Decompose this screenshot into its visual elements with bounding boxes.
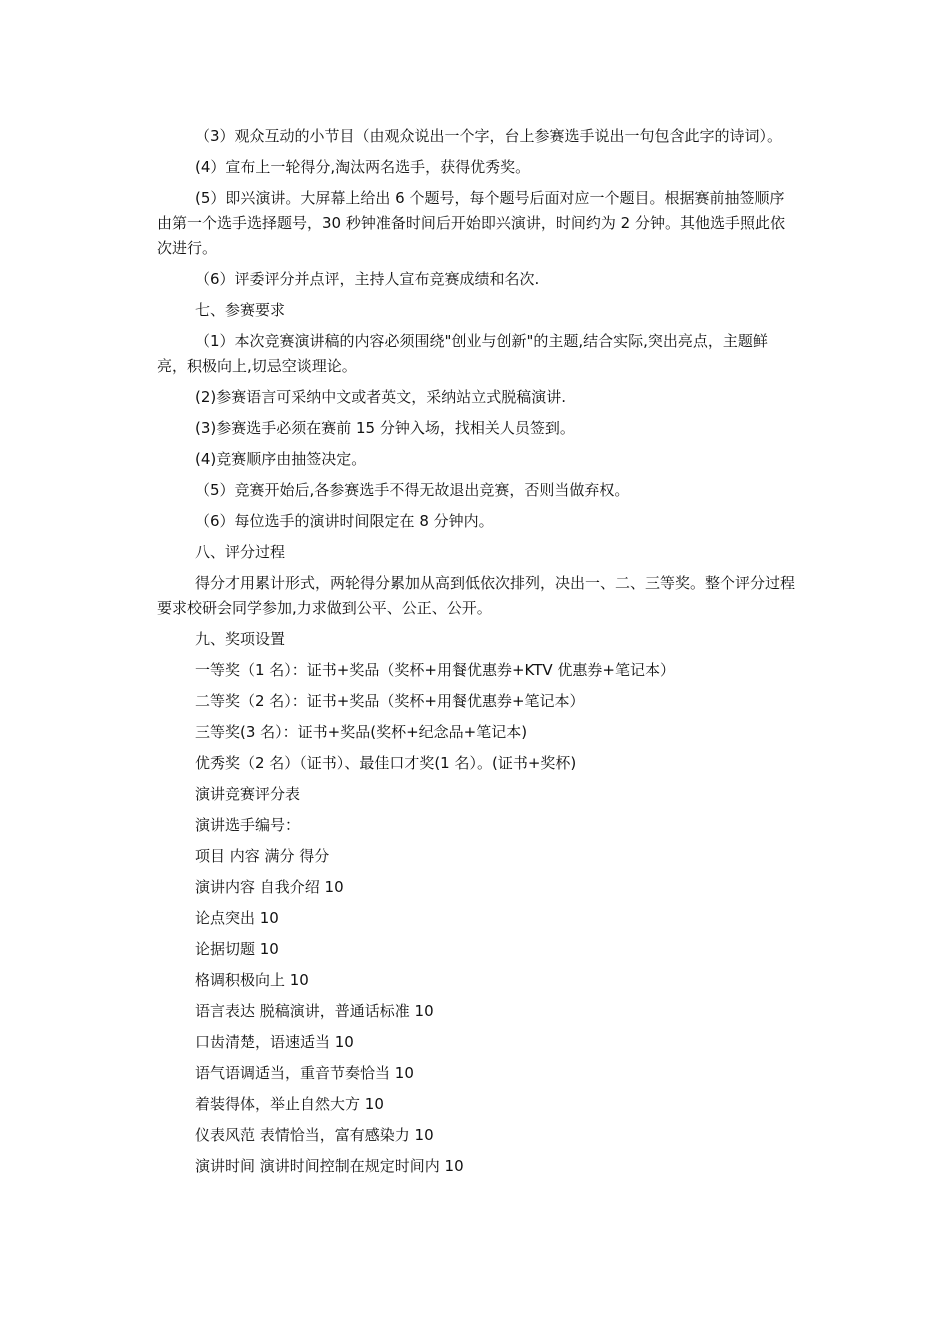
score-item-demeanor: 仪表风范 表情恰当，富有感染力 10	[195, 1126, 434, 1144]
requirement-5: （5）竞赛开始后,各参赛选手不得无故退出竞赛，否则当做弃权。	[195, 481, 630, 499]
section-heading-awards: 九、奖项设置	[195, 630, 286, 648]
score-item-language: 语言表达 脱稿演讲，普通话标准 10	[195, 1002, 434, 1020]
score-item-self-intro: 演讲内容 自我介绍 10	[195, 878, 344, 896]
requirement-3: (3)参赛选手必须在赛前 15 分钟入场，找相关人员签到。	[195, 419, 575, 437]
award-excellence-prize: 优秀奖（2 名）（证书）、最佳口才奖(1 名）。(证书+奖杯)	[195, 754, 577, 772]
award-third-prize: 三等奖(3 名）：证书+奖品(奖杯+纪念品+笔记本)	[195, 723, 528, 741]
score-item-attire: 着装得体，举止自然大方 10	[195, 1095, 384, 1113]
section-heading-requirements: 七、参赛要求	[195, 301, 286, 319]
paragraph-4-announce-scores: (4）宣布上一轮得分,淘汰两名选手，获得优秀奖。	[195, 158, 531, 176]
document-page	[157, 124, 797, 1185]
requirement-1: （1）本次竞赛演讲稿的内容必须围绕"创业与创新"的主题,结合实际,突出亮点，主题鲜亮，积极向上,切忌空谈理论。	[157, 332, 768, 375]
paragraph-3-audience-interaction: （3）观众互动的小节目（由观众说出一个字，台上参赛选手说出一句包含此字的诗词）。	[195, 127, 783, 145]
section-heading-scoring: 八、评分过程	[195, 543, 286, 561]
score-item-intonation: 语气语调适当，重音节奏恰当 10	[195, 1064, 414, 1082]
paragraph-6-judges-review: （6）评委评分并点评，主持人宣布竞赛成绩和名次.	[195, 270, 540, 288]
score-sheet-contestant-number: 演讲选手编号：	[195, 816, 301, 834]
paragraph-5-impromptu-speech: (5）即兴演讲。大屏幕上给出 6 个题号，每个题号后面对应一个题目。根据赛前抽签顺序由第一个选手选择题号，30 秒钟准备时间后开始即兴演讲，时间约为 2 分钟。其他选手照此依次进行。	[157, 189, 785, 257]
score-item-positive-tone: 格调积极向上 10	[195, 971, 309, 989]
score-item-time: 演讲时间 演讲时间控制在规定时间内 10	[195, 1157, 464, 1175]
requirement-6: （6）每位选手的演讲时间限定在 8 分钟内。	[195, 512, 494, 530]
score-sheet-title: 演讲竞赛评分表	[195, 785, 301, 803]
award-first-prize: 一等奖（1 名）：证书+奖品（奖杯+用餐优惠券+KTV 优惠券+笔记本）	[195, 661, 675, 679]
requirement-2: (2)参赛语言可采纳中文或者英文，采纳站立式脱稿演讲.	[195, 388, 567, 406]
score-item-argument: 论点突出 10	[195, 909, 279, 927]
score-item-articulation: 口齿清楚，语速适当 10	[195, 1033, 354, 1051]
requirement-4: (4)竞赛顺序由抽签决定。	[195, 450, 367, 468]
score-sheet-header: 项目 内容 满分 得分	[195, 847, 330, 865]
scoring-description: 得分才用累计形式，两轮得分累加从高到低依次排列，决出一、二、三等奖。整个评分过程要求校研会同学参加,力求做到公平、公正、公开。	[157, 574, 796, 617]
score-item-evidence: 论据切题 10	[195, 940, 279, 958]
award-second-prize: 二等奖（2 名）：证书+奖品（奖杯+用餐优惠券+笔记本）	[195, 692, 585, 710]
